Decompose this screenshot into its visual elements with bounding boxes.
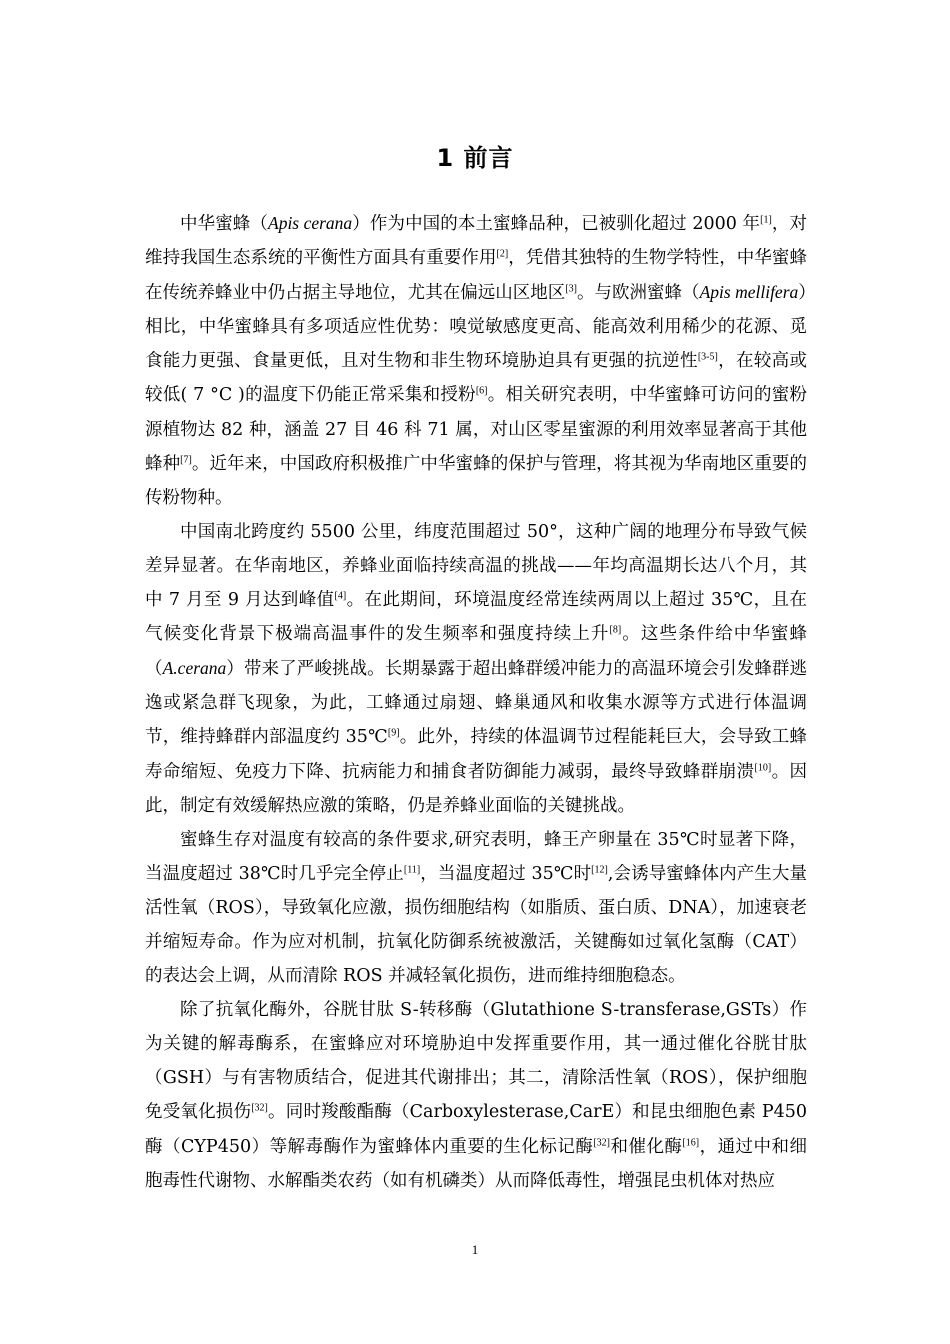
text-run: ,会诱导蜜蜂体内产生大量活性氧（ROS），导致氧化应激，损伤细胞结构（如脂质、蛋白质、DNA），加速衰老并缩短寿命。作为应对机制，抗氧化防御系统被激活，关键酶如过氧化氢酶（CAT）的表达会上调，从而清除 ROS 并减轻氧化损伤，进而维持细胞稳态。 [145, 863, 807, 987]
species-name: A.cerana [162, 658, 227, 679]
citation-ref: [7] [180, 454, 192, 466]
text-run: 。因此，制定有效缓解热应激的策略，仍是养蜂业面临的关键挑战。 [145, 761, 808, 816]
text-run: 。此外，持续的体温调节过程能耗巨大，会导致工蜂寿命缩短、免疫力下降、抗病能力和捕食者防御能力减弱，最终导致蜂群崩溃 [145, 727, 807, 782]
text-run: 。在此期间，环境温度经常连续两周以上超过 35℃，且在气候变化背景下极端高温事件的发生频率和强度持续上升 [145, 590, 807, 645]
citation-ref: [12] [591, 864, 608, 876]
species-name: Apis mellifera [699, 282, 799, 303]
text-run: ，通过中和细胞毒性代谢物、水解酯类农药（如有机磷类）从而降低毒性，增强昆虫机体对热应 [145, 1136, 808, 1191]
text-run: 。近年来，中国政府积极推广中华蜜蜂的保护与管理，将其视为华南地区重要的传粉物种。 [145, 453, 808, 508]
citation-ref: [32] [593, 1137, 610, 1149]
text-run: 。与欧洲蜜蜂（ [576, 283, 700, 304]
citation-ref: [11] [403, 864, 421, 876]
text-run: 中国南北跨度约 5500 公里，纬度范围超过 50°，这种广阔的地理分布导致气候差异显著。在华南地区，养蜂业面临持续高温的挑战——年均高温期长达八个月，其中 7 月至 9 月达到峰值 [145, 521, 807, 611]
citation-ref: [3-5] [697, 351, 718, 363]
citation-ref: [16] [682, 1137, 700, 1149]
text-run: 。这些条件给中华蜜蜂（ [145, 624, 808, 680]
body-text [145, 206, 807, 1198]
text-run: 蜜蜂生存对温度有较高的条件要求,研究表明，蜂王产卵量在 35℃时显著下降，当温度超过 38℃时几乎完全停止 [145, 829, 807, 884]
text-run: 。相关研究表明，中华蜜蜂可访问的蜜粉源植物达 82 种，涵盖 27 目 46 科 71 属，对山区零星蜜源的利用效率显著高于其他蜂种 [145, 385, 807, 474]
text-run: 和催化酶 [609, 1136, 683, 1157]
paragraph-2 [145, 515, 807, 823]
paragraph-3 [145, 823, 807, 993]
text-run: 除了抗氧化酶外，谷胱甘肽 S-转移酶（Glutathione S-transferase,GSTs）作为关键的解毒酶系，在蜜蜂应对环境胁迫中发挥重要作用，其一通过催化谷胱甘肽（GSH）与有害物质结合，促进其代谢排出；其二，清除活性氧（ROS），保护细胞免受氧化损伤 [145, 1000, 807, 1123]
text-run: ，当温度超过 35℃时 [420, 863, 592, 884]
paragraph-1 [145, 206, 807, 515]
text-run: ，在较高或较低( 7 °C )的温度下仍能正常采集和授粉 [145, 351, 808, 406]
text-run: 中华蜜蜂（ [180, 214, 268, 234]
citation-ref: [3] [565, 283, 577, 295]
citation-ref: [32] [251, 1102, 268, 1114]
citation-ref: [4] [334, 590, 347, 602]
citation-ref: [6] [475, 385, 488, 397]
text-run: ，凭借其独特的生物学特性，中华蜜蜂在传统养蜂业中仍占据主导地位，尤其在偏远山区地区 [145, 248, 808, 304]
citation-ref: [8] [609, 624, 622, 636]
section-heading: 1 前言 [436, 144, 514, 172]
citation-ref: [9] [387, 727, 400, 739]
page-number: 1 [471, 1242, 479, 1257]
text-run: ，对维持我国生态系统的平衡性方面具有重要作用 [145, 214, 807, 269]
paragraph-4 [145, 993, 807, 1198]
species-name: Apis cerana [268, 213, 353, 233]
citation-ref: [1] [760, 214, 772, 226]
citation-ref: [10] [754, 762, 772, 773]
text-run: ）作为中国的本土蜜蜂品种，已被驯化超过 2000 年 [352, 214, 761, 234]
text-run: 。同时羧酸酯酶（Carboxylesterase,CarE）和昆虫细胞色素 P450 酶（CYP450）等解毒酶作为蜜蜂体内重要的生化标记酶 [145, 1102, 807, 1157]
text-run: ）相比，中华蜜蜂具有多项适应性优势：嗅觉敏感度更高、能高效利用稀少的花源、觅食能力更强、食量更低，且对生物和非生物环境胁迫具有更强的抗逆性 [145, 283, 808, 372]
citation-ref: [2] [496, 248, 509, 260]
text-run: ）带来了严峻挑战。长期暴露于超出蜂群缓冲能力的高温环境会引发蜂群逃逸或紧急群飞现象，为此，工蜂通过扇翅、蜂巢通风和收集水源等方式进行体温调节，维持蜂群内部温度约 35℃ [145, 659, 808, 748]
